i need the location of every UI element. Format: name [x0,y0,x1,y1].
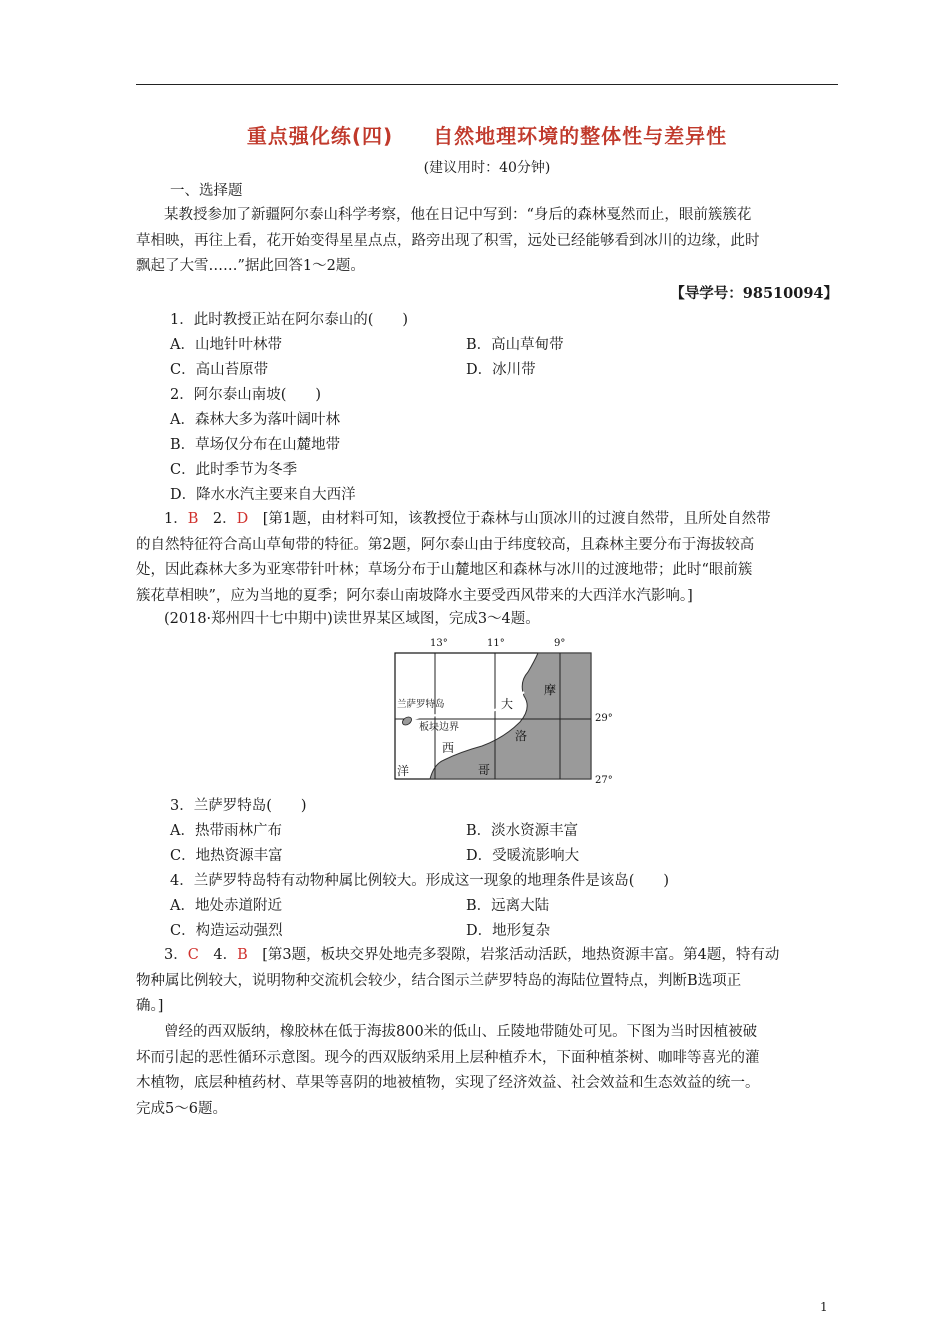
answer-line: 处，因此森林大多为亚寒带针叶林；草场分布于山麓地区和森林与冰川的过渡地带；此时“眼前簇 [136,562,753,578]
label-land-2: 洛 [515,729,528,743]
q3-option-b[interactable]: B．淡水资源丰富 [466,823,579,839]
answer-2: D [236,511,249,527]
passage-line: 坏而引起的恶性循环示意图。现今的西双版纳采用上层种植乔木，下面种植茶树、咖啡等喜光的灌 [136,1049,760,1066]
label-ocean-2: 西 [442,741,455,755]
passage-2: (2018·郑州四十七中期中)读世界某区域图，完成3～4题。 [164,611,540,627]
lat-label-27: 27° [595,775,613,786]
title-part1: 重点强化练(四) [246,124,394,148]
header-rule [136,84,838,85]
passage-line: 飘起了大雪……”据此回答1～2题。 [136,258,365,274]
q1-option-c[interactable]: C．高山苔原带 [170,362,269,378]
q2-option-d[interactable]: D．降水水汽主要来自大西洋 [170,487,356,503]
question-3-stem: 3．兰萨罗特岛( ) [170,798,307,814]
answer-line: 物种属比例较大，说明物种交流机会较少，结合图示兰萨罗特岛的海陆位置特点，判断B选项正 [136,972,742,989]
answer-line: 簇花草相映”，应为当地的夏季；阿尔泰山南坡降水主要受西风带来的大西洋水汽影响。] [136,587,693,604]
q2-option-b[interactable]: B．草场仅分布在山麓地带 [170,437,341,453]
q3-option-a[interactable]: A．热带雨林广布 [170,823,282,839]
passage-line: 完成5～6题。 [136,1100,227,1117]
q4-option-d[interactable]: D．地形复杂 [466,923,551,939]
answer-line: 的自然特征符合高山草甸带的特征。第2题，阿尔泰山由于纬度较高，且森林主要分布于海拔较高 [136,536,755,553]
answer-line: 确。] [136,998,164,1014]
label-ocean-3: 洋 [397,764,410,778]
q4-option-b[interactable]: B．远离大陆 [466,898,550,914]
q4-option-c[interactable]: C．构造运动强烈 [170,923,283,939]
label-land-1: 摩 [544,683,557,697]
q3-option-d[interactable]: D．受暖流影响大 [466,848,580,864]
label-boundary: 板块边界 [419,722,459,733]
question-4-stem: 4．兰萨罗特岛特有动物种属比例较大。形成这一现象的地理条件是该岛( ) [170,873,670,889]
q4-option-a[interactable]: A．地处赤道附近 [170,898,282,914]
label-ocean-1: 大 [501,697,514,711]
lon-label-13: 13° [430,638,448,649]
lon-label-9: 9° [554,638,566,649]
question-2-stem: 2．阿尔泰山南坡( ) [170,387,322,403]
section-heading: 一、选择题 [170,183,243,199]
answer-line: 3．C 4．B [第3题，板块交界处地壳多裂隙，岩浆活动活跃，地热资源丰富。第4题，特有动 [164,947,780,963]
lat-label-29: 29° [595,713,613,724]
title-part2: 自然地理环境的整体性与差异性 [433,124,728,148]
answer-4: B [237,947,248,963]
answer-3-4 [136,943,838,1020]
region-map [392,634,622,786]
passage-line: 曾经的西双版纳，橡胶林在低于海拔800米的低山、丘陵地带随处可见。下图为当时因植被破 [164,1024,758,1040]
passage-3 [136,1020,838,1122]
q1-option-a[interactable]: A．山地针叶林带 [170,337,282,353]
label-island: 兰萨罗特岛 [397,699,445,710]
question-1-stem: 1．此时教授正站在阿尔泰山的( ) [170,312,409,328]
q2-option-c[interactable]: C．此时季节为冬季 [170,462,298,478]
answer-1: B [187,511,199,527]
passage-line: 木植物，底层种植药材、草果等喜阴的地被植物，实现了经济效益、社会效益和生态效益的统一。 [136,1075,760,1091]
passage-1 [136,203,838,280]
passage-line: 某教授参加了新疆阿尔泰山科学考察，他在日记中写到：“身后的森林戛然而止，眼前簇簇花 [164,207,752,223]
q1-option-d[interactable]: D．冰川带 [466,362,536,378]
passage-line: 草相映，再往上看，花开始变得星星点点，路旁出现了积雪，远处已经能够看到冰川的边缘，此时 [136,232,760,249]
page-number: 1 [820,1300,828,1314]
q3-option-c[interactable]: C．地热资源丰富 [170,848,283,864]
page-title [136,120,838,149]
time-hint: (建议用时：40分钟) [423,160,551,176]
guide-number: 【导学号：98510094】 [670,285,838,302]
answer-line: 1．B 2．D [第1题，由材料可知，该教授位于森林与山顶冰川的过渡自然带，且所处自然带 [164,511,771,527]
label-land-3: 哥 [478,763,491,777]
q1-option-b[interactable]: B．高山草甸带 [466,337,564,353]
q2-option-a[interactable]: A．森林大多为落叶阔叶林 [170,412,340,428]
lon-label-11: 11° [487,638,505,649]
answer-3: C [187,947,199,963]
answer-1-2 [136,507,838,609]
